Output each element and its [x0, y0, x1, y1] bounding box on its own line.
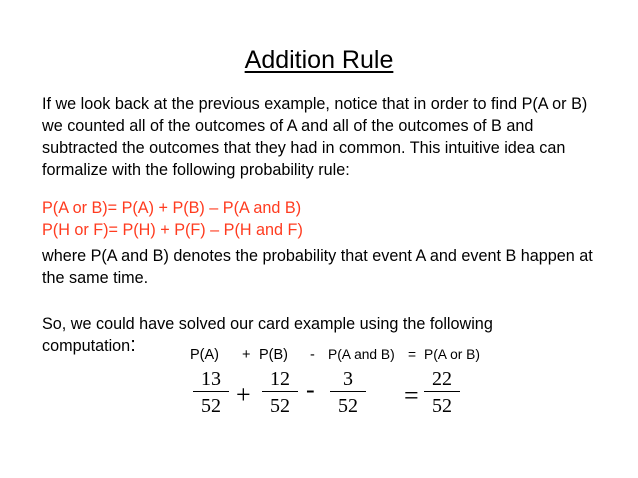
fraction-bar	[330, 391, 366, 392]
fraction-pab	[330, 368, 366, 417]
header-pa: P(A)	[190, 347, 219, 363]
fraction-bar	[262, 391, 298, 392]
fraction-numerator: 3	[343, 368, 353, 390]
header-plus: +	[242, 347, 251, 363]
fraction-numerator: 13	[201, 368, 221, 390]
fraction-denominator: 52	[432, 395, 452, 418]
slide-title: Addition Rule	[244, 46, 394, 74]
definition-paragraph: where P(A and B) denotes the probability that event A and event B happen at the same time.	[42, 247, 593, 287]
fraction-denominator: 52	[270, 395, 290, 418]
header-paorb: P(A or B)	[424, 347, 480, 362]
header-eq: =	[408, 347, 417, 362]
intro-paragraph: If we look back at the previous example, notice that in order to find P(A or B) we counted all of the outcomes of A and all of the outcomes of B and subtracted the outcomes that they had in common. This intuitive idea can formalize with the following probability rule:	[42, 95, 588, 179]
fraction-pb	[262, 368, 298, 417]
fraction-bar	[424, 391, 460, 392]
minus-operator: -	[306, 375, 315, 404]
fraction-bar	[193, 391, 229, 392]
fraction-pa	[193, 368, 229, 417]
computation-intro-line-2	[42, 335, 612, 357]
equals-operator: =	[404, 381, 419, 410]
fraction-paorb	[424, 368, 460, 417]
header-pab: P(A and B)	[328, 347, 395, 362]
header-minus: -	[310, 347, 315, 363]
computation-intro-line: So, we could have solved our card example using the following	[42, 315, 493, 333]
addition-rule-formula: P(A or B)= P(A) + P(B) – P(A and B)	[42, 199, 302, 217]
header-pb: P(B)	[259, 347, 288, 363]
fraction-numerator: 22	[432, 368, 452, 390]
fraction-denominator: 52	[338, 395, 358, 418]
fraction-denominator: 52	[201, 395, 221, 418]
plus-operator: +	[236, 380, 251, 409]
computation-colon: :	[130, 334, 136, 356]
fraction-numerator: 12	[270, 368, 290, 390]
addition-rule-example-formula: P(H or F)= P(H) + P(F) – P(H and F)	[42, 221, 303, 239]
computation-word: computation	[42, 337, 131, 355]
